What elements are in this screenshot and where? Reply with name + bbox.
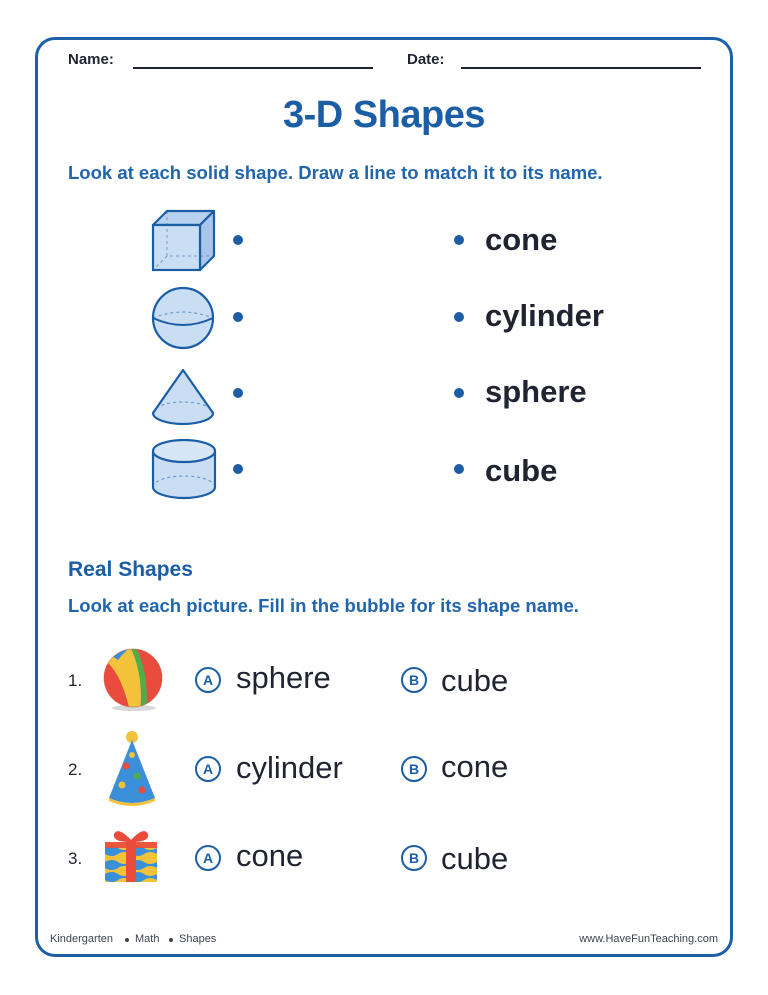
footer-separator — [169, 938, 173, 942]
name-label: Name: — [68, 51, 114, 68]
answer-a-text: sphere — [236, 660, 331, 695]
date-line[interactable] — [461, 67, 701, 69]
match-dot-word[interactable] — [454, 312, 464, 322]
answer-bubble-b[interactable]: B — [401, 756, 427, 782]
match-word: sphere — [485, 374, 587, 409]
match-dot-cylinder[interactable] — [233, 464, 243, 474]
match-dot-cube[interactable] — [233, 235, 243, 245]
cone-icon — [150, 366, 216, 428]
match-word: cone — [485, 222, 558, 257]
match-dot-word[interactable] — [454, 235, 464, 245]
party-hat-icon — [104, 730, 160, 806]
date-label: Date: — [407, 51, 445, 68]
answer-bubble-a[interactable]: A — [195, 756, 221, 782]
cylinder-icon — [150, 437, 218, 501]
beach-ball-icon — [100, 646, 166, 712]
match-dot-cone[interactable] — [233, 388, 243, 398]
question-number: 2. — [68, 760, 83, 779]
name-line[interactable] — [133, 67, 373, 69]
answer-a-text: cone — [236, 838, 304, 873]
section-heading: Real Shapes — [68, 558, 193, 581]
sphere-icon — [150, 286, 216, 350]
match-word: cylinder — [485, 298, 604, 333]
match-dot-sphere[interactable] — [233, 312, 243, 322]
footer-website: www.HaveFunTeaching.com — [579, 933, 718, 945]
answer-a-text: cylinder — [236, 750, 343, 785]
cube-icon — [148, 207, 218, 273]
answer-bubble-a[interactable]: A — [195, 845, 221, 871]
match-word: cube — [485, 453, 558, 488]
question-number: 1. — [68, 671, 83, 690]
gift-box-icon — [100, 826, 162, 886]
answer-bubble-b[interactable]: B — [401, 667, 427, 693]
bubble-instruction: Look at each picture. Fill in the bubble for its shape name. — [68, 595, 579, 616]
matching-instruction: Look at each solid shape. Draw a line to match it to its name. — [68, 162, 603, 183]
footer-separator — [125, 938, 129, 942]
answer-bubble-b[interactable]: B — [401, 845, 427, 871]
answer-bubble-a[interactable]: A — [195, 667, 221, 693]
match-dot-word[interactable] — [454, 464, 464, 474]
footer-crumb: Shapes — [179, 933, 217, 945]
answer-b-text: cone — [441, 749, 509, 784]
question-number: 3. — [68, 849, 83, 868]
answer-b-text: cube — [441, 663, 509, 698]
match-dot-word[interactable] — [454, 388, 464, 398]
page-title: 3-D Shapes — [283, 94, 485, 136]
footer-crumb: Math — [135, 933, 160, 945]
answer-b-text: cube — [441, 841, 509, 876]
footer-crumb: Kindergarten — [50, 933, 113, 945]
